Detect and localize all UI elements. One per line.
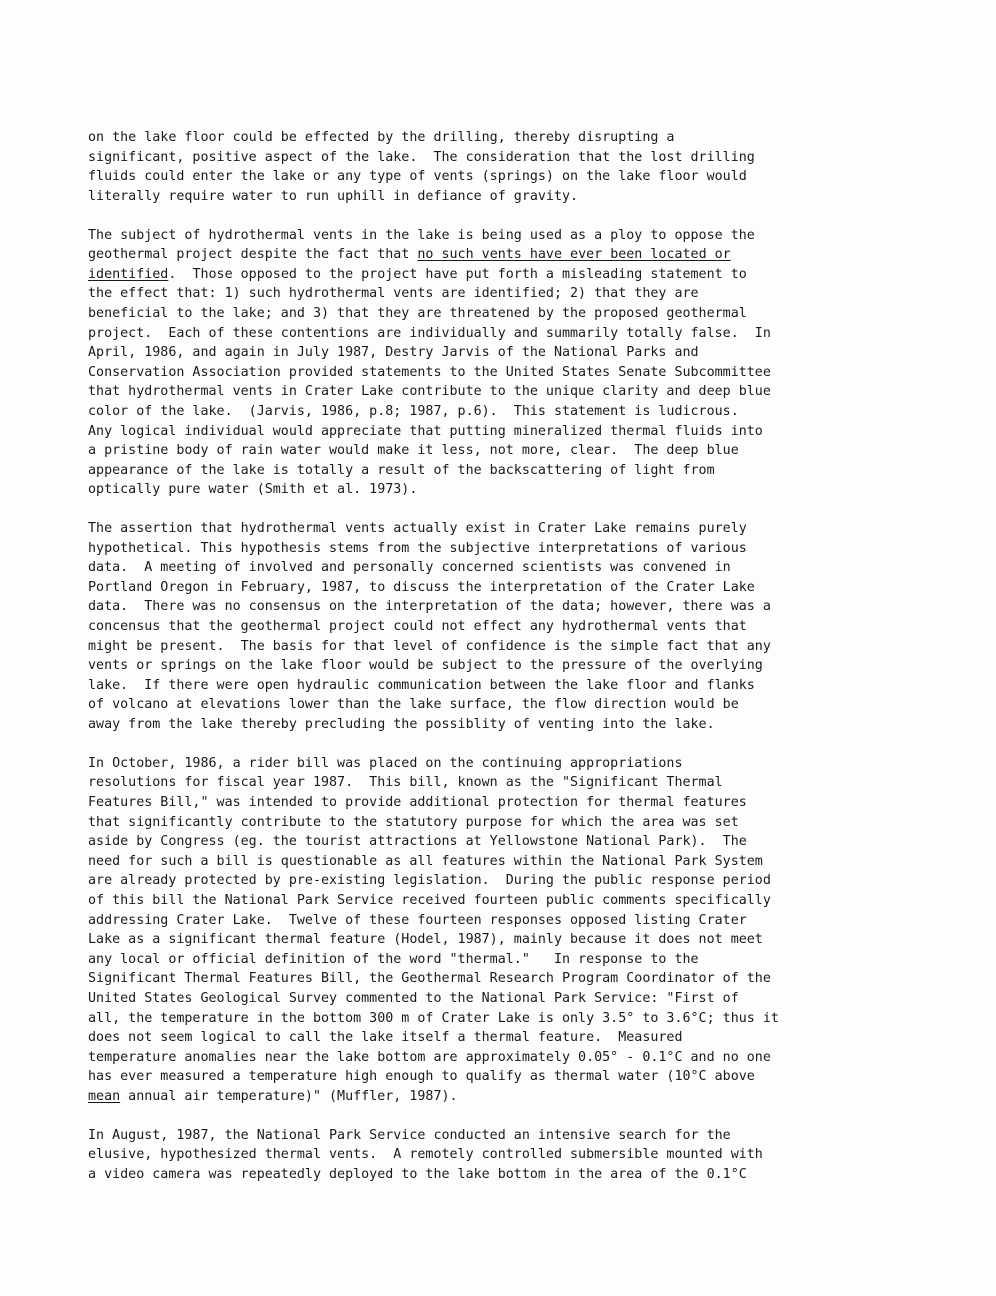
text-line: that significantly contribute to the statutory purpose for which the area was set <box>88 814 739 830</box>
text-line: beneficial to the lake; and 3) that they are threatened by the proposed geothermal <box>88 305 747 321</box>
text-line: color of the lake. (Jarvis, 1986, p.8; 1987, p.6). This statement is ludicrous. <box>88 403 739 419</box>
text-line: any local or official definition of the word "thermal." In response to the <box>88 951 699 967</box>
text-line: Any logical individual would appreciate that putting mineralized thermal fluids into <box>88 423 763 439</box>
text-line: need for such a bill is questionable as all features within the National Park System <box>88 853 763 869</box>
underlined-text: identified <box>88 266 169 282</box>
text-line: vents or springs on the lake floor would be subject to the pressure of the overlying <box>88 658 763 674</box>
text-line: resolutions for fiscal year 1987. This bill, known as the "Significant Thermal <box>88 775 723 791</box>
text-segment: . Those opposed to the project have put forth a misleading statement to <box>168 266 747 282</box>
text-line: In August, 1987, the National Park Service conducted an intensive search for the <box>88 1127 731 1143</box>
paragraph-thermal-features-bill <box>88 754 923 1107</box>
underlined-text: no such vents have ever been located or <box>417 247 731 263</box>
text-line: In October, 1986, a rider bill was placed on the continuing appropriations <box>88 755 683 771</box>
text-line: might be present. The basis for that level of confidence is the simple fact that any <box>88 638 771 654</box>
text-line: temperature anomalies near the lake bottom are approximately 0.05° - 0.1°C and no one <box>88 1049 771 1065</box>
text-line: Conservation Association provided statements to the United States Senate Subcommittee <box>88 364 771 380</box>
text-line: optically pure water (Smith et al. 1973). <box>88 482 418 498</box>
text-line: away from the lake thereby precluding the possiblity of venting into the lake. <box>88 717 715 732</box>
text-line: are already protected by pre-existing legislation. During the public response period <box>88 873 771 889</box>
text-line: Features Bill," was intended to provide additional protection for thermal features <box>88 794 747 810</box>
text-line: Lake as a significant thermal feature (Hodel, 1987), mainly because it does not meet <box>88 932 763 948</box>
text-line: Significant Thermal Features Bill, the Geothermal Research Program Coordinator of the <box>88 971 771 987</box>
text-line: the effect that: 1) such hydrothermal vents are identified; 2) that they are <box>88 286 699 302</box>
text-line: all, the temperature in the bottom 300 m of Crater Lake is only 3.5° to 3.6°C; thus it <box>88 1010 779 1026</box>
text-line: elusive, hypothesized thermal vents. A remotely controlled submersible mounted with <box>88 1147 763 1163</box>
text-line: appearance of the lake is totally a result of the backscattering of light from <box>88 462 715 478</box>
paragraph-hypothetical-vents <box>88 519 923 735</box>
text-line: has ever measured a temperature high enough to qualify as thermal water (10°C above <box>88 1069 755 1085</box>
text-line: The subject of hydrothermal vents in the lake is being used as a ploy to oppose the <box>88 227 755 243</box>
text-line: project. Each of these contentions are individually and summarily totally false. In <box>88 325 771 341</box>
text-line: literally require water to run uphill in defiance of gravity. <box>88 188 579 204</box>
text-line <box>88 265 923 285</box>
text-line: addressing Crater Lake. Twelve of these fourteen responses opposed listing Crater <box>88 912 747 928</box>
text-line: The assertion that hydrothermal vents actually exist in Crater Lake remains purely <box>88 521 747 537</box>
paragraph-hydrothermal-vents <box>88 226 923 500</box>
text-segment: geothermal project despite the fact that <box>88 247 418 263</box>
underlined-text: mean <box>88 1088 121 1104</box>
text-line: hypothetical. This hypothesis stems from the subjective interpretations of various <box>88 540 747 556</box>
text-line <box>88 1087 923 1107</box>
document-body <box>88 128 923 1184</box>
paragraph-submersible-search <box>88 1126 923 1185</box>
text-line: concensus that the geothermal project could not effect any hydrothermal vents that <box>88 619 747 635</box>
text-line: data. A meeting of involved and personally concerned scientists was convened in <box>88 560 731 576</box>
text-line: of volcano at elevations lower than the lake surface, the flow direction would be <box>88 697 739 713</box>
text-line: April, 1986, and again in July 1987, Destry Jarvis of the National Parks and <box>88 345 699 361</box>
text-line: fluids could enter the lake or any type of vents (springs) on the lake floor would <box>88 169 747 185</box>
text-line <box>88 245 923 265</box>
text-line: on the lake floor could be effected by the drilling, thereby disrupting a <box>88 130 675 145</box>
text-segment: annual air temperature)" (Muffler, 1987). <box>120 1088 458 1104</box>
text-line: a video camera was repeatedly deployed to the lake bottom in the area of the 0.1°C <box>88 1166 747 1182</box>
text-line: of this bill the National Park Service received fourteen public comments specifically <box>88 892 771 908</box>
text-line: aside by Congress (eg. the tourist attractions at Yellowstone National Park). The <box>88 834 747 850</box>
text-line: a pristine body of rain water would make it less, not more, clear. The deep blue <box>88 443 739 459</box>
text-line: United States Geological Survey commented to the National Park Service: "First of <box>88 990 739 1006</box>
text-line: that hydrothermal vents in Crater Lake contribute to the unique clarity and deep blue <box>88 384 771 400</box>
text-line: lake. If there were open hydraulic communication between the lake floor and flanks <box>88 677 755 693</box>
paragraph-drilling-fluids <box>88 128 923 206</box>
text-line: significant, positive aspect of the lake. The consideration that the lost drilling <box>88 149 755 165</box>
text-line: data. There was no consensus on the interpretation of the data; however, there was a <box>88 599 771 615</box>
text-line: does not seem logical to call the lake itself a thermal feature. Measured <box>88 1030 683 1046</box>
text-line: Portland Oregon in February, 1987, to discuss the interpretation of the Crater Lake <box>88 579 755 595</box>
